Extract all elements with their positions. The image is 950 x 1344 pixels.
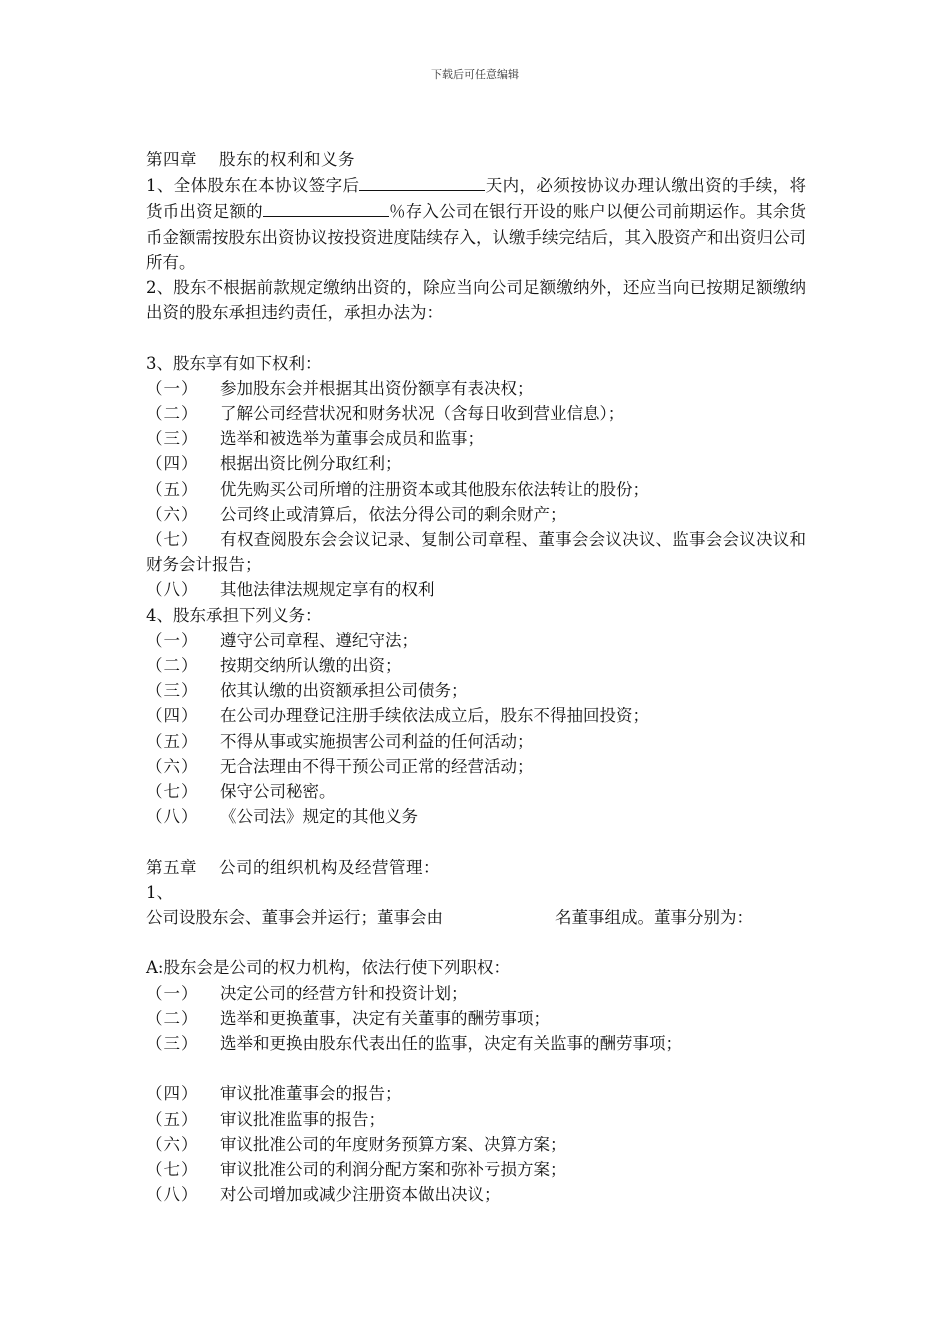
list-item: （一） 遵守公司章程、遵纪守法；: [146, 630, 418, 650]
clause-4-1-part-b: 天内，必须按协议办理认缴出资的手续，将货币出资足额的: [146, 176, 806, 222]
list-item: （二） 了解公司经营状况和财务状况（含每日收到营业信息）；: [146, 404, 625, 424]
list-item: （四） 在公司办理登记注册手续依法成立后，股东不得抽回投资；: [146, 706, 649, 726]
list-item: （五） 审议批准监事的报告；: [146, 1109, 385, 1129]
list-item: （八） 《公司法》规定的其他义务: [146, 807, 418, 827]
chapter-4-number: 第四章: [146, 150, 197, 169]
list-item: （六） 审议批准公司的年度财务预算方案、决算方案；: [146, 1134, 567, 1154]
list-item: （三） 选举和被选举为董事会成员和监事；: [146, 429, 484, 449]
document-body: [146, 147, 806, 1207]
list-item: （二） 按期交纳所认缴的出资；: [146, 656, 402, 676]
percent-blank: [263, 198, 389, 217]
list-item: （八） 对公司增加或减少注册资本做出决议；: [146, 1185, 501, 1205]
clause-5-1-part-b: 名董事组成。董事分别为：: [555, 908, 753, 928]
list-item: （三） 依其认缴的出资额承担公司债务；: [146, 681, 468, 701]
list-item: （二） 选举和更换董事，决定有关董事的酬劳事项；: [146, 1008, 550, 1028]
list-item: （一） 决定公司的经营方针和投资计划；: [146, 983, 468, 1003]
clause-5-a: A:股东会是公司的权力机构，依法行使下列职权：: [146, 958, 510, 978]
list-item: （五） 优先购买公司所增的注册资本或其他股东依法转让的股份；: [146, 479, 649, 499]
list-item: （一） 参加股东会并根据其出资份额享有表决权；: [146, 378, 534, 398]
chapter-4-title: [146, 147, 806, 172]
list-item: （八） 其他法律法规规定享有的权利: [146, 580, 435, 600]
chapter-4-heading: 股东的权利和义务: [219, 150, 355, 169]
clause-4-3: 3、股东享有如下权利：: [146, 353, 322, 373]
clause-4-2: 2、股东不根据前款规定缴纳出资的，除应当向公司足额缴纳外，还应当向已按期足额缴纳出资的股东承担违约责任，承担办法为：: [146, 278, 806, 323]
chapter-5-heading: 公司的组织机构及经营管理：: [219, 857, 440, 877]
list-item: （三） 选举和更换由股东代表出任的监事，决定有关监事的酬劳事项；: [146, 1034, 682, 1054]
blank-line: [146, 930, 806, 955]
list-item: （四） 根据出资比例分取红利；: [146, 454, 402, 474]
list-item: （六） 公司终止或清算后，依法分得公司的剩余财产；: [146, 504, 567, 524]
clause-4-1-part-c: ％存入公司在银行开设的账户以便公司前期运作。其余货币金额需按股东出资协议按投资进度陆续存入，认缴手续完结后，其入股资产和出资归公司所有。: [146, 202, 806, 272]
clause-4-1-part-a: 1、全体股东在本协议签字后: [146, 176, 360, 196]
clause-5-1-number: 1、: [146, 882, 173, 902]
chapter-5-number: 第五章: [146, 857, 197, 877]
list-item: （七） 有权查阅股东会会议记录、复制公司章程、董事会会议决议、监事会会议决议和财务会计报告；: [146, 530, 806, 575]
powers-list: [146, 981, 806, 1208]
clause-5-1: [146, 905, 806, 930]
clause-5-1-part-a: 公司设股东会、董事会并运行；董事会由: [146, 908, 443, 928]
chapter-5-title: [146, 855, 806, 880]
duties-list: [146, 628, 806, 830]
clause-4-4: 4、股东承担下列义务：: [146, 605, 322, 625]
blank-line: [146, 325, 806, 350]
rights-list: [146, 376, 806, 603]
list-item: （七） 审议批准公司的利润分配方案和弥补亏损方案；: [146, 1160, 567, 1180]
blank-line: [146, 1056, 806, 1081]
list-item: （六） 无合法理由不得干预公司正常的经营活动；: [146, 756, 534, 776]
list-item: （五） 不得从事或实施损害公司利益的任何活动；: [146, 731, 534, 751]
list-item: （七） 保守公司秘密。: [146, 782, 336, 802]
list-item: （四） 审议批准董事会的报告；: [146, 1084, 402, 1104]
page-header: 下载后可任意编辑: [431, 68, 519, 81]
days-blank: [359, 172, 485, 191]
blank-line: [146, 829, 806, 854]
clause-4-1: [146, 172, 806, 275]
